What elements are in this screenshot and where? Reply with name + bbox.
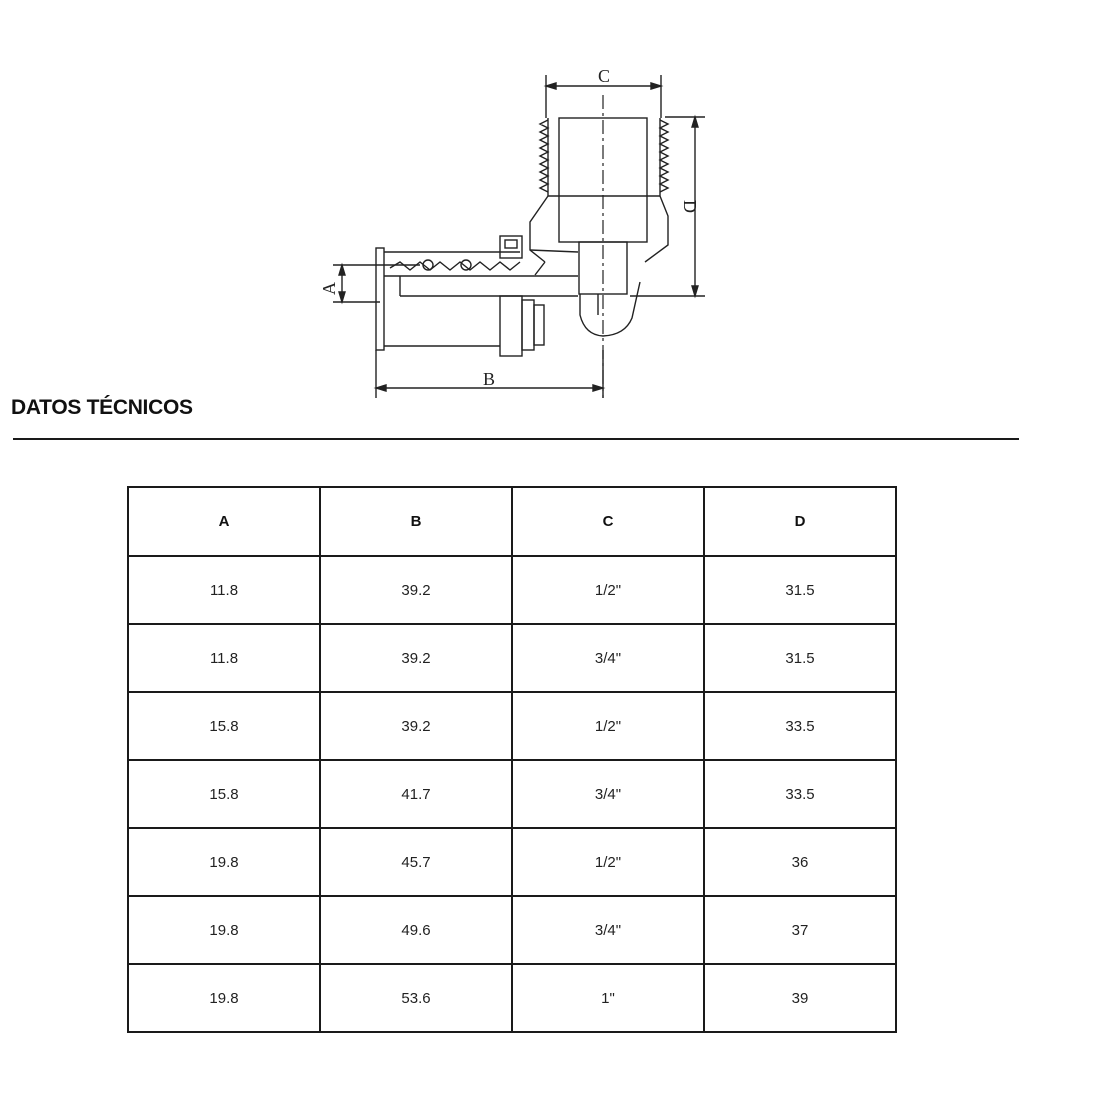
table-row	[128, 624, 896, 692]
technical-data-table	[127, 486, 897, 1033]
table-cell-b: 49.6	[320, 896, 512, 964]
column-header-c: C	[512, 487, 704, 556]
table-cell-c: 1/2"	[512, 692, 704, 760]
dim-d-arrow-bottom	[692, 286, 698, 296]
elbow-body	[530, 242, 640, 336]
dim-b-arrow-left	[376, 385, 386, 391]
table-cell-d: 37	[704, 896, 896, 964]
dim-a-arrow-top	[339, 265, 345, 275]
table-cell-c: 1/2"	[512, 828, 704, 896]
table-row	[128, 760, 896, 828]
table-cell-b: 39.2	[320, 624, 512, 692]
table-cell-c: 1"	[512, 964, 704, 1032]
table-cell-c: 3/4"	[512, 896, 704, 964]
table-cell-a: 19.8	[128, 964, 320, 1032]
table-cell-b: 53.6	[320, 964, 512, 1032]
table-body	[128, 556, 896, 1032]
section-title: DATOS TÉCNICOS	[11, 396, 193, 419]
dim-c-label: C	[598, 66, 611, 86]
table-cell-d: 36	[704, 828, 896, 896]
table-cell-c: 1/2"	[512, 556, 704, 624]
table-cell-d: 39	[704, 964, 896, 1032]
table-cell-a: 11.8	[128, 624, 320, 692]
press-sleeve	[376, 236, 578, 356]
dim-a-label: A	[319, 282, 339, 295]
table-cell-c: 3/4"	[512, 760, 704, 828]
table-cell-a: 15.8	[128, 692, 320, 760]
column-header-a: A	[128, 487, 320, 556]
table-cell-d: 31.5	[704, 556, 896, 624]
dim-d-label: D	[680, 200, 700, 213]
table-cell-b: 39.2	[320, 692, 512, 760]
table-cell-d: 33.5	[704, 692, 896, 760]
table-cell-b: 45.7	[320, 828, 512, 896]
table-header-row	[128, 487, 896, 556]
table-row	[128, 692, 896, 760]
table-cell-b: 41.7	[320, 760, 512, 828]
table-row	[128, 896, 896, 964]
dim-d-arrow-top	[692, 117, 698, 127]
dim-a-arrow-bottom	[339, 292, 345, 302]
table-cell-a: 19.8	[128, 896, 320, 964]
dim-c-arrow-left	[546, 83, 556, 89]
table-cell-a: 11.8	[128, 556, 320, 624]
table-cell-a: 15.8	[128, 760, 320, 828]
dim-b-arrow-right	[593, 385, 603, 391]
table-cell-d: 33.5	[704, 760, 896, 828]
table-cell-b: 39.2	[320, 556, 512, 624]
section-divider	[13, 438, 1019, 440]
table-row	[128, 828, 896, 896]
table-cell-d: 31.5	[704, 624, 896, 692]
table-cell-c: 3/4"	[512, 624, 704, 692]
dim-c-arrow-right	[651, 83, 661, 89]
column-header-b: B	[320, 487, 512, 556]
table-row	[128, 556, 896, 624]
fitting-technical-drawing	[0, 0, 1100, 400]
threaded-outlet	[530, 118, 668, 262]
table-cell-a: 19.8	[128, 828, 320, 896]
table-row	[128, 964, 896, 1032]
dim-b-label: B	[483, 369, 496, 389]
column-header-d: D	[704, 487, 896, 556]
